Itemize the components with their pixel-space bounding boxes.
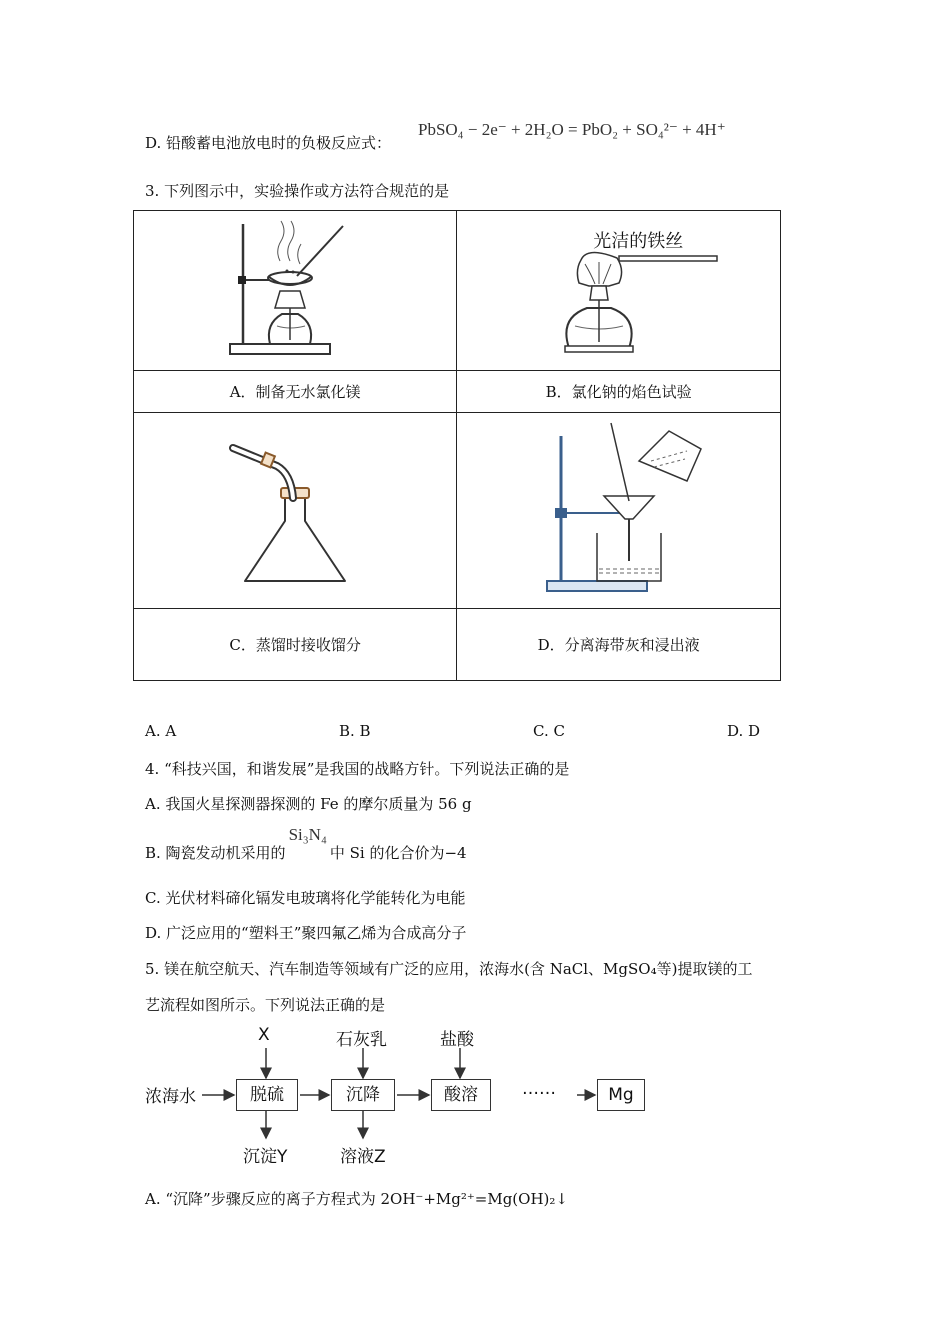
- q5-stem-line1: 5. 镁在航空航天、汽车制造等领域有广泛的应用，浓海水(含 NaCl、MgSO₄等)提取镁的工: [145, 960, 753, 978]
- flow-input-label: 浓海水: [145, 1087, 196, 1107]
- q3-option-b[interactable]: B. B: [339, 722, 371, 740]
- flow-reagent-lime: 石灰乳: [336, 1030, 387, 1050]
- filtration-apparatus-icon: [519, 421, 719, 601]
- caption-d: D．分离海带灰和浸出液: [457, 609, 781, 681]
- flow-output-solution-z: 溶液Z: [340, 1147, 386, 1167]
- q4-option-d[interactable]: D. 广泛应用的“塑料王”聚四氟乙烯为合成高分子: [145, 924, 467, 942]
- flow-product-mg: Mg: [597, 1079, 645, 1111]
- q2-option-d-formula: PbSO₄ − 2e⁻ + 2H₂O = PbO₂ + SO₄²⁻ + 4H⁺: [418, 120, 726, 139]
- q4-option-b[interactable]: [145, 824, 467, 864]
- figure-c-cell: [134, 413, 457, 609]
- q3-option-a[interactable]: A. A: [145, 722, 177, 740]
- flow-output-precipitate-y: 沉淀Y: [243, 1147, 288, 1167]
- flow-step-precipitate: 沉降: [331, 1079, 395, 1111]
- q4-option-b-pre: B. 陶瓷发动机采用的: [145, 844, 286, 862]
- flow-reagent-x: X: [258, 1025, 270, 1045]
- figure-a-cell: [134, 211, 457, 371]
- q3-option-d[interactable]: D. D: [727, 722, 761, 740]
- q4-stem: 4. “科技兴国，和谐发展”是我国的战略方针。下列说法正确的是: [145, 760, 570, 778]
- q4-option-b-post: 中 Si 的化合价为−4: [329, 844, 467, 862]
- q4-option-b-formula: Si₃N₄: [288, 825, 327, 844]
- flow-reagent-hcl: 盐酸: [440, 1030, 474, 1050]
- q3-stem: 3. 下列图示中，实验操作或方法符合规范的是: [145, 182, 450, 200]
- q5-option-a[interactable]: A. “沉降”步骤反应的离子方程式为 2OH⁻+Mg²⁺=Mg(OH)₂↓: [145, 1190, 568, 1208]
- q4-option-c[interactable]: C. 光伏材料碲化镉发电玻璃将化学能转化为电能: [145, 889, 466, 907]
- flow-step-desulfurize: 脱硫: [236, 1079, 298, 1111]
- evaporation-apparatus-icon: [225, 216, 365, 366]
- flow-arrows: [140, 1040, 660, 1160]
- distillation-receiver-icon: [225, 426, 365, 596]
- flow-step-acid-dissolve: 酸溶: [431, 1079, 491, 1111]
- q3-option-c[interactable]: C. C: [533, 722, 565, 740]
- q3-figure-table: [133, 210, 781, 681]
- q5-stem-line2: 艺流程如图所示。下列说法正确的是: [145, 996, 386, 1014]
- iron-wire-label: 光洁的铁丝: [593, 231, 684, 252]
- flow-dots: ……: [522, 1079, 556, 1099]
- caption-c: C．蒸馏时接收馏分: [134, 609, 457, 681]
- figure-b-cell: [457, 211, 781, 371]
- caption-a: A．制备无水氯化镁: [134, 371, 457, 413]
- caption-b: B．氯化钠的焰色试验: [457, 371, 781, 413]
- q4-option-a[interactable]: A. 我国火星探测器探测的 Fe 的摩尔质量为 56 g: [145, 795, 472, 813]
- figure-d-cell: [457, 413, 781, 609]
- q2-option-d-label: D. 铅酸蓄电池放电时的负极反应式：: [145, 134, 392, 152]
